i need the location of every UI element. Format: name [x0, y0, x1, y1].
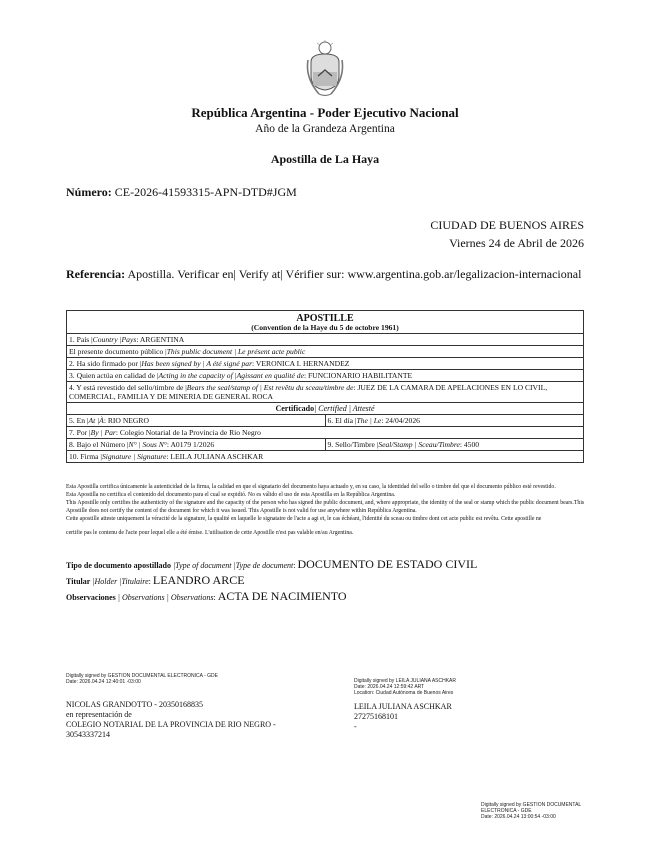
fine-print-fr-1: Cette apostille atteste uniquement la véracité de la signature, la qualité en laquelle le signataire de l'acte a agi et, le cas échéant, l'identité du sceau ou timbre dont cet acte public est revêtu. Cette apostille ne — [66, 516, 542, 522]
row-label: 3. Quien actúa en calidad de | — [69, 371, 159, 380]
row-value: : FUNCIONARIO HABILITANTE — [303, 371, 413, 380]
signer-name: NICOLAS GRANDOTTO - 20350168835 — [66, 700, 203, 709]
apostille-row-place-date — [67, 415, 584, 427]
referencia-value: Apostilla. Verificar en| Verify at| Vérifier sur: www.argentina.gob.ar/legalizacion-internacional — [127, 267, 582, 281]
signer-name: LEILA JULIANA ASCHKAR — [354, 702, 452, 711]
observations-label: Observaciones — [66, 593, 116, 602]
apostille-row-by — [67, 427, 584, 439]
apostille-row-signature — [67, 451, 584, 463]
row-value: : Colegio Notarial de la Provincia de Rio Negro — [115, 428, 261, 437]
fine-print — [66, 483, 596, 537]
observations-value: ACTA DE NACIMIENTO — [217, 589, 347, 603]
signer-line: 27275168101 — [354, 712, 398, 721]
row-value: : JUEZ DE LA CAMARA DE APELACIONES EN LO CIVIL, COMERCIAL, FAMILIA Y DE MINERIA DE GENERAL ROCA — [69, 383, 548, 401]
digital-signature-date: Date: 2026.04.24 12:40:01 -03:00 — [66, 679, 141, 685]
numero-line — [66, 185, 297, 200]
row-label-translation: At |À — [88, 416, 104, 425]
row-label: El presente documento público | — [69, 347, 167, 356]
apostille-table — [66, 310, 584, 463]
apostille-row-signed-by — [67, 358, 584, 370]
row-label-translation: N° | Sous N° — [128, 440, 167, 449]
document-type-label: Tipo de documento apostillado — [66, 561, 171, 570]
header-line-1: República Argentina - Poder Ejecutivo Nacional — [191, 105, 459, 120]
digital-signature-line: ELECTRONICA - GDE — [481, 808, 532, 814]
holder-translation: |Holder |Titulaire — [92, 577, 149, 586]
apostille-row-seal — [67, 382, 584, 403]
city: CIUDAD DE BUENOS AIRES — [430, 218, 584, 232]
apostille-subtitle: (Convention de la Haye du 5 de octobre 1961) — [251, 323, 399, 332]
digital-signature-location: Location: Ciudad Autónoma de Buenos Aires — [354, 690, 454, 696]
row-label: 7. Por | — [69, 428, 91, 437]
header-line-2: Año de la Grandeza Argentina — [255, 123, 395, 135]
signer-block-1 — [66, 700, 326, 740]
row-label: 8. Bajo el Número | — [69, 440, 129, 449]
document-type-value: DOCUMENTO DE ESTADO CIVIL — [297, 557, 478, 571]
apostille-row-country — [67, 334, 584, 346]
row-label-translation: Bears the seal/stamp of | Est revêtu du sceau/timbre de — [186, 383, 354, 392]
apostille-row-number-stamp — [67, 439, 584, 451]
row-value: : RIO NEGRO — [103, 416, 149, 425]
apostille-title: APOSTILLE — [296, 313, 354, 324]
digital-signature-line: Digitally signed by GESTION DOCUMENTAL — [481, 802, 582, 808]
holder-value: LEANDRO ARCE — [152, 573, 245, 587]
certified-translation: | Certified | Attesté — [314, 404, 375, 413]
row-label: 4. Y está revestido del sello/timbre de | — [69, 383, 187, 392]
signer-line: en representación de — [66, 710, 132, 719]
row-value: : ARGENTINA — [136, 335, 185, 344]
fine-print-fr-2: certifie pas le contenu de l'acte pour lequel elle a été émise. L'utilisation de cette Apostille n'est pas valable en/au Argentina. — [66, 530, 354, 536]
apostille-row-certified — [67, 403, 584, 415]
row-value: : 4500 — [459, 440, 480, 449]
digital-signature-stamp-3 — [481, 802, 631, 820]
row-label-translation: Country |Pays — [92, 335, 137, 344]
holder-line: Titular |Holder |Titulaire: LEANDRO ARCE — [66, 573, 245, 587]
numero-label: Número: — [66, 185, 112, 199]
row-label-translation: Has been signed by | A été signé par — [141, 359, 253, 368]
date: Viernes 24 de Abril de 2026 — [449, 236, 584, 250]
holder-label: Titular — [66, 577, 91, 586]
digital-signature-date: Date: 2026.04.24 13:00:54 -03:00 — [481, 814, 556, 820]
row-label-translation: Acting in the capacity of |Agissant en qualité de — [158, 371, 304, 380]
fine-print-en: This Apostille only certifies the authenticity of the signature and the capacity of the person who has signed the public document, and, where appropriate, the identity of the seal or stamp which the public document bears.This Apostille does not certify the content of the document for which it was issued. This Apostille is not valid for use anywhere within República Argentina. — [66, 500, 585, 514]
fine-print-es-2: Esta Apostilla no certifica el contenido del documento para el cual se expidió. No es válido el uso de esta Apostilla en la República Argentina. — [66, 492, 396, 498]
signer-line: - — [354, 722, 357, 731]
apostille-row-document — [67, 346, 584, 358]
digital-signature-stamp-1 — [66, 673, 286, 685]
row-value: : 24/04/2026 — [381, 416, 420, 425]
signer-line: 30543337214 — [66, 730, 110, 739]
signer-block-2 — [354, 702, 584, 732]
row-value: : LEILA JULIANA ASCHKAR — [166, 452, 264, 461]
apostille-header-row — [67, 311, 584, 334]
document-title: Apostilla de La Haya — [270, 152, 380, 166]
apostille-row-capacity — [67, 370, 584, 382]
digital-signature-date: Date: 2026.04.24 12:59:42 ART — [354, 684, 425, 690]
row-label-translation: By | Par — [90, 428, 116, 437]
digital-signature-line: Digitally signed by LEILA JULIANA ASCHKAR — [354, 678, 456, 684]
row-label-translation: This public document | Le présent acte public — [166, 347, 306, 356]
referencia-line — [66, 267, 606, 282]
numero-value: CE-2026-41593315-APN-DTD#JGM — [114, 185, 297, 199]
row-label: 1. País | — [69, 335, 93, 344]
referencia-label: Referencia: — [66, 267, 126, 281]
digital-signature-line: Digitally signed by GESTION DOCUMENTAL ELECTRONICA - GDE — [66, 673, 218, 679]
row-label: 9. Sello/Timbre | — [327, 440, 379, 449]
row-label: 6. El día | — [327, 416, 357, 425]
row-label-translation: Signature | Signature — [101, 452, 167, 461]
row-label-translation: Seal/Stamp | Sceau/Timbre — [378, 440, 460, 449]
document-type-line: Tipo de documento apostillado |Type of document |Type de document: DOCUMENTO DE ESTADO CIVIL — [66, 557, 478, 571]
row-label-translation: The | Le — [356, 416, 382, 425]
signer-line: COLEGIO NOTARIAL DE LA PROVINCIA DE RIO NEGRO - — [66, 720, 276, 729]
observations-translation: | Observations | Observations — [117, 593, 214, 602]
row-label: 10. Firma | — [69, 452, 102, 461]
argentina-coat-of-arms-icon — [305, 40, 345, 98]
observations-line: Observaciones | Observations | Observations: ACTA DE NACIMIENTO — [66, 589, 347, 603]
document-type-translation: |Type of document |Type de document — [172, 561, 294, 570]
fine-print-es-1: Esta Apostilla certifica únicamente la autenticidad de la firma, la calidad en que el signatario del documento haya actuado y, en su caso, la identidad del sello o timbre del que el documento público esté revestido. — [66, 484, 556, 490]
row-value: : A0179 1/2026 — [166, 440, 215, 449]
digital-signature-stamp-2 — [354, 678, 574, 696]
row-value: : VERONICA I. HERNANDEZ — [252, 359, 350, 368]
row-label: 2. Ha sido firmado por | — [69, 359, 142, 368]
row-label: 5. En | — [69, 416, 89, 425]
certified-label: Certificado — [275, 404, 315, 413]
